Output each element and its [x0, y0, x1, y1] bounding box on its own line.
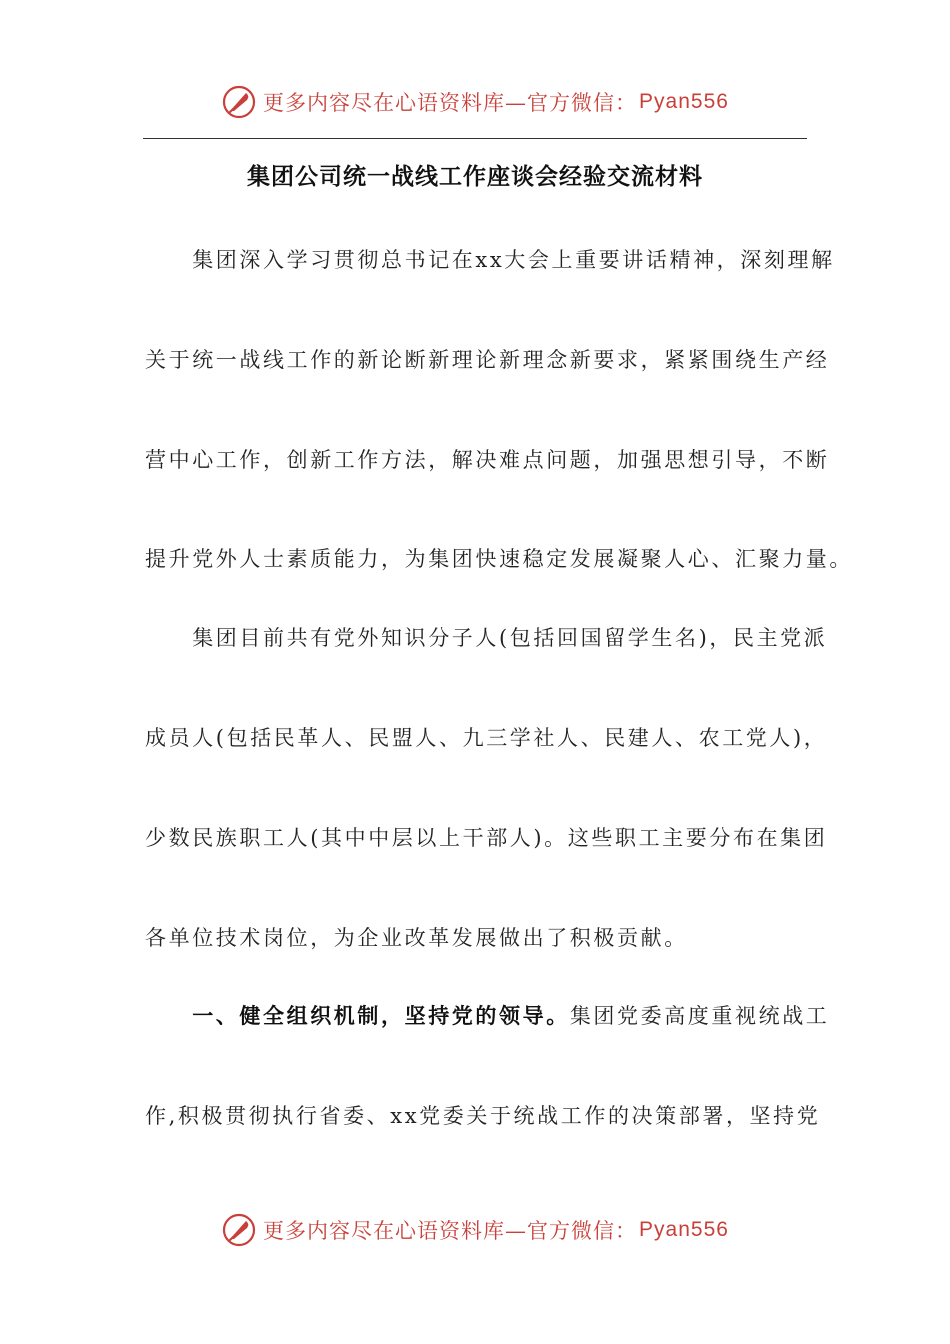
watermark-wechat-id: Pyan556: [639, 1218, 729, 1241]
watermark-text: 更多内容尽在心语资料库—官方微信：: [263, 1219, 638, 1243]
watermark-wechat-id: Pyan556: [639, 90, 729, 113]
footer-watermark: [0, 1210, 950, 1250]
paragraph-line: 提升党外人士素质能力，为集团快速稳定发展凝聚人心、汇聚力量。: [145, 547, 853, 571]
paragraph-line: 集团深入学习贯彻总书记在xx大会上重要讲话精神，深刻理解: [145, 248, 835, 272]
paragraph-line: 少数民族职工人(其中中层以上干部人)。这些职工主要分布在集团: [145, 826, 828, 850]
paragraph-line: 作,积极贯彻执行省委、xx党委关于统战工作的决策部署，坚持党: [145, 1104, 821, 1128]
section-heading-line: [145, 1000, 830, 1030]
watermark-text: 更多内容尽在心语资料库—官方微信：: [263, 91, 638, 115]
quill-logo-icon: [221, 84, 257, 120]
document-title: 集团公司统一战线工作座谈会经验交流材料: [247, 163, 703, 190]
section-heading: 一、健全组织机制，坚持党的领导。: [145, 1003, 570, 1028]
header-watermark: [0, 82, 950, 122]
header-divider: [143, 138, 807, 139]
paragraph-line: 成员人(包括民革人、民盟人、九三学社人、民建人、农工党人)，: [145, 726, 828, 750]
quill-logo-icon: [221, 1212, 257, 1248]
paragraph-line: 关于统一战线工作的新论断新理论新理念新要求，紧紧围绕生产经: [145, 348, 830, 372]
section-heading-continuation: 集团党委高度重视统战工: [569, 1004, 830, 1028]
paragraph-line: 集团目前共有党外知识分子人(包括回国留学生名)，民主党派: [145, 626, 828, 650]
paragraph-line: 各单位技术岗位，为企业改革发展做出了积极贡献。: [145, 926, 688, 950]
paragraph-line: 营中心工作，创新工作方法，解决难点问题，加强思想引导，不断: [145, 448, 830, 472]
